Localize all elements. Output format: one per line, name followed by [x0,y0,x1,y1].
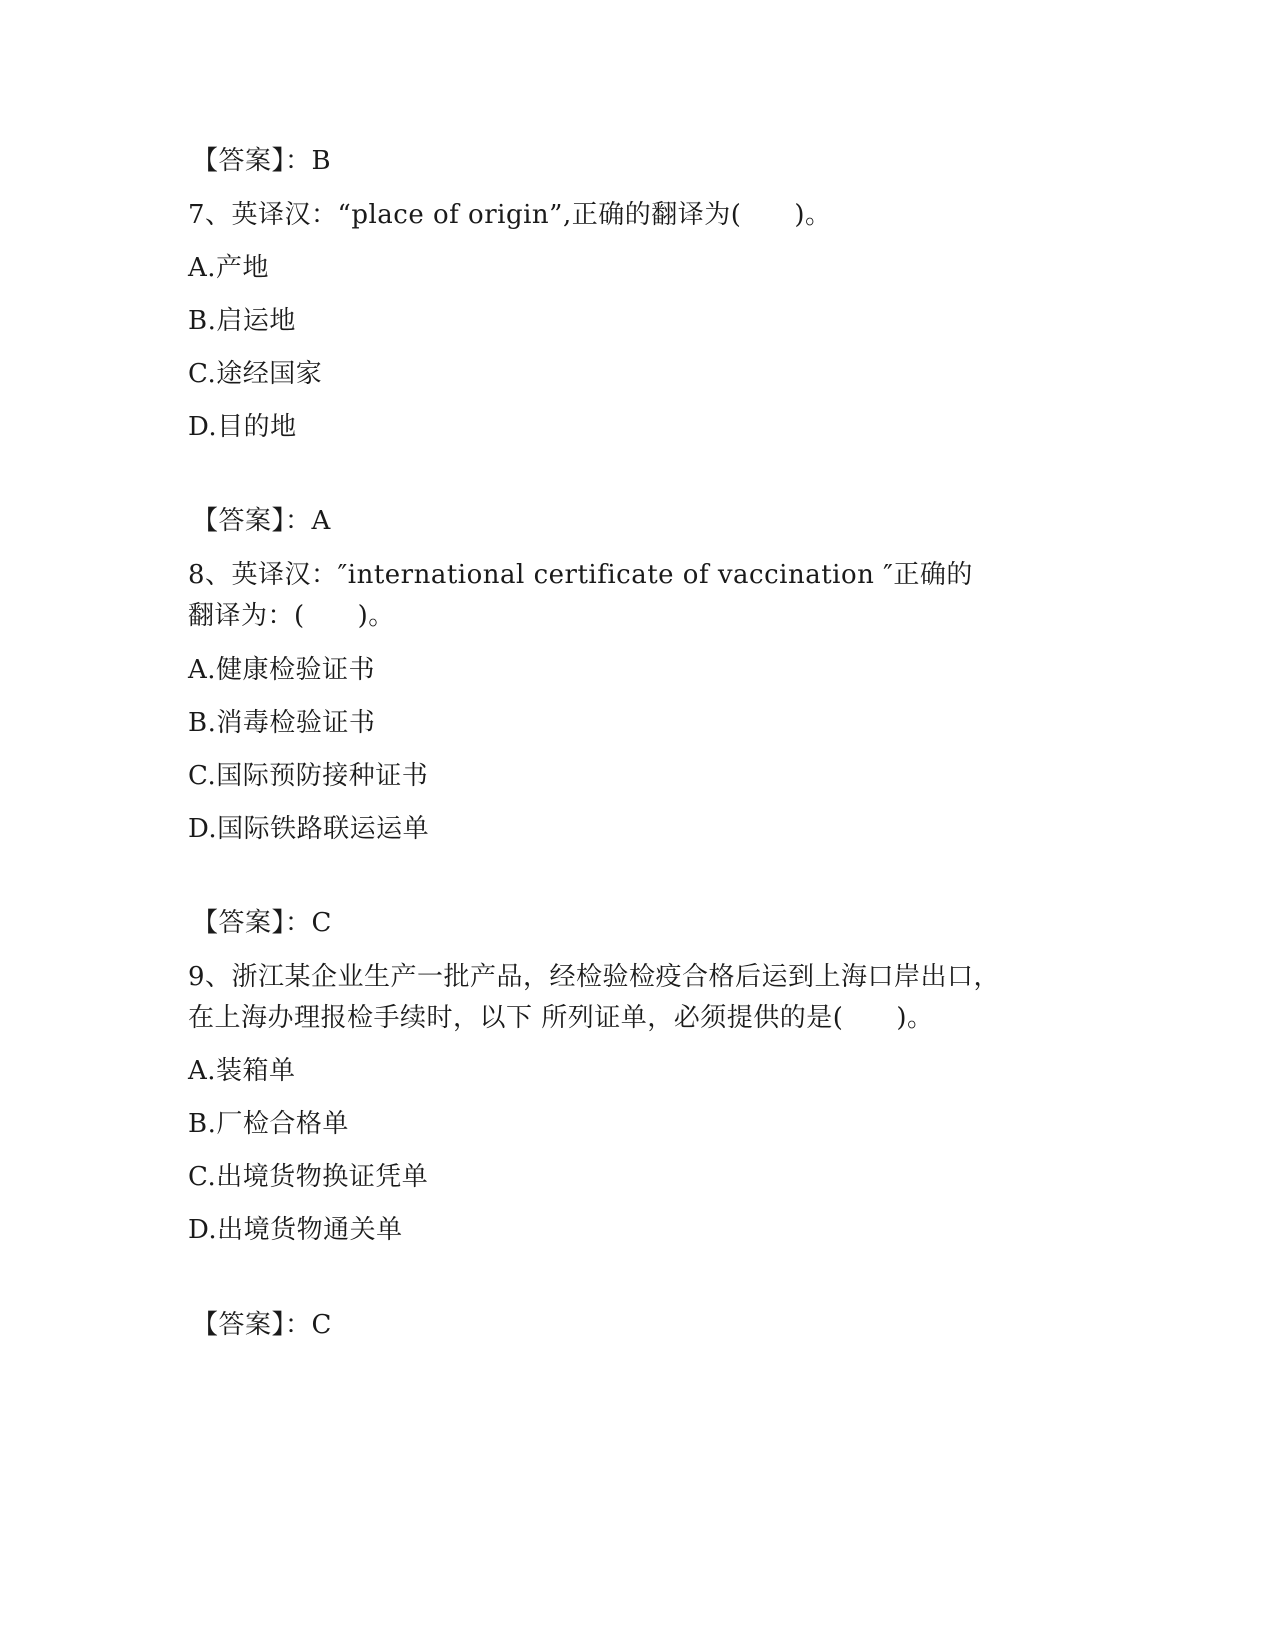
question-9-stem-line-1: 9、浙江某企业生产一批产品，经检验检疫合格后运到上海口岸出口， [188,962,1001,992]
question-7-option-c: C.途经国家 [188,359,323,389]
question-7-stem: 7、英译汉：“place of origin”,正确的翻译为( )。 [188,200,832,230]
question-8-option-d: D.国际铁路联运运单 [188,814,430,844]
question-8-answer: 【答案】：C [192,908,332,938]
question-8-option-b: B.消毒检验证书 [188,708,376,738]
question-8-option-a: A.健康检验证书 [188,655,376,685]
question-8-option-c: C.国际预防接种证书 [188,761,429,791]
question-9-answer: 【答案】：C [192,1310,332,1340]
question-9-option-b: B.厂检合格单 [188,1109,349,1139]
question-7-option-d: D.目的地 [188,412,297,442]
question-7-option-a: A.产地 [188,253,270,283]
question-8-stem-line-2: 翻译为：( )。 [188,601,395,631]
question-9-option-a: A.装箱单 [188,1056,296,1086]
question-7-answer: 【答案】：A [192,506,331,536]
answer-prev: 【答案】：B [192,146,332,176]
question-9-option-c: C.出境货物换证凭单 [188,1162,429,1192]
question-8-stem-line-1: 8、英译汉：″international certificate of vaccination ″正确的 [188,560,973,590]
question-9-stem-line-2: 在上海办理报检手续时，以下 所列证单，必须提供的是( )。 [188,1003,934,1033]
question-7-option-b: B.启运地 [188,306,296,336]
question-9-option-d: D.出境货物通关单 [188,1215,403,1245]
